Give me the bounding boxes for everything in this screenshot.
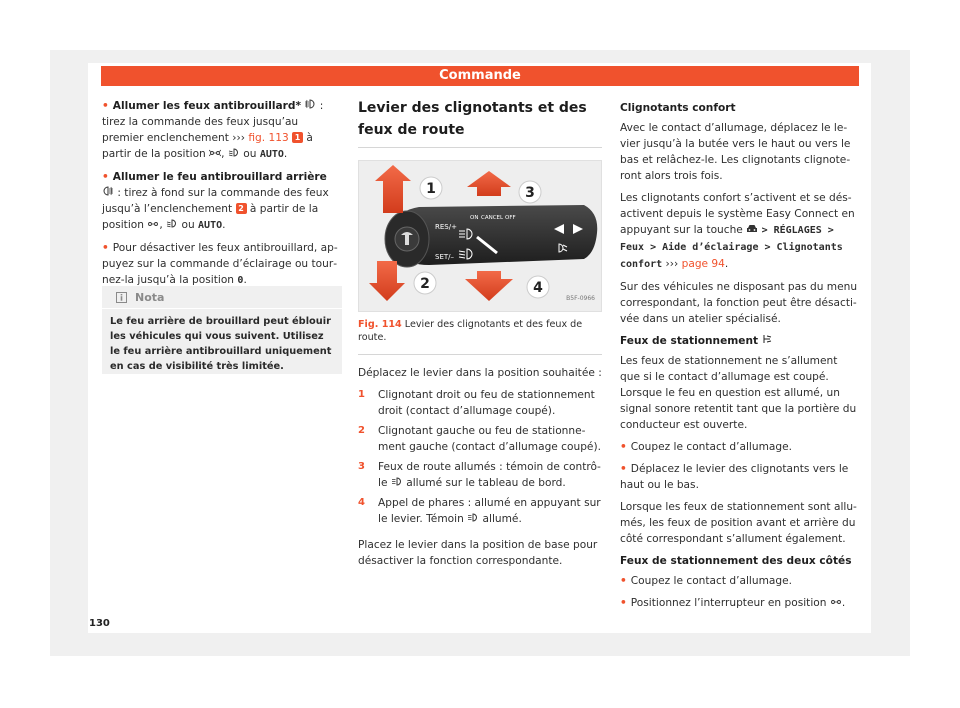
bullet-icon: •: [620, 463, 627, 475]
callout-2: 2: [420, 276, 430, 292]
info-icon: [116, 292, 127, 303]
item-number: 4: [358, 497, 365, 508]
fog-light-icon: [304, 99, 316, 109]
bullet-text: Coupez le contact d’allumage.: [630, 575, 792, 587]
fog-lights-text-a: : tirez la commande des feux jusqu’au premier enclenchement ›››: [102, 100, 324, 144]
section-title: Levier des clignotants et des feux de route: [358, 97, 602, 148]
item-number: 3: [358, 461, 365, 472]
lever-outro: Placez le levier dans la position de base pour désactiver la fonction correspondante.: [358, 539, 598, 567]
position-lights-icon: [147, 220, 159, 228]
both-sides-bullet-1: [620, 573, 860, 589]
arrow-up-left: [375, 165, 411, 213]
heading-comfort-signals: Clignotants confort: [620, 102, 736, 114]
list-item: [358, 459, 602, 491]
header-title: Commande: [439, 68, 521, 83]
bullet-icon: •: [620, 575, 627, 587]
figure-114: [358, 160, 602, 312]
list-item: [358, 387, 602, 419]
high-beam-icon: [391, 477, 403, 486]
label-off: OFF: [505, 215, 516, 221]
both-sides-bullet-2: • Positionnez l’interrupteur en position .: [620, 597, 846, 609]
column-right: [620, 98, 860, 617]
paragraph-rear-fog: • Allumer le feu antibrouillard arrière : tirez à fond sur la commande des feux jusqu’à l’enclenchement 2 à partir de la position , ou AUTO.: [102, 171, 329, 231]
label-cancel: CANCEL: [481, 215, 504, 221]
heading-parking-both-sides: Feux de stationnement des deux côtés: [620, 555, 852, 567]
parking-paragraph: Les feux de stationnement ne s’allument que si le contact d’allumage est coupé. Lorsque le feu en question est allumé, un signal sonore retentit tant que la portière du conducteur est ouverte.: [620, 355, 857, 431]
note-body: Le feu arrière de brouillard peut éblouir les véhicules qui vous suivent. Utilisez le feu arrière antibrouillard uniquement en cas de visibilité très limitée.: [110, 316, 332, 372]
bullet-icon: •: [102, 100, 109, 112]
callout-1: 1: [426, 181, 436, 197]
parking-heading-text: Feux de stationnement: [620, 335, 759, 347]
rear-fog-icon: [102, 186, 114, 196]
fog-lights-text-b: à partir de la position: [102, 132, 313, 160]
bullet-icon: •: [620, 441, 627, 453]
column-left: [102, 98, 342, 295]
rear-fog-text-c: ou: [178, 219, 199, 231]
comfort-end: .: [724, 258, 729, 270]
parking-light-icon: [762, 334, 773, 344]
item-text: Clignotant droit ou feu de stationnement droit (contact d’allumage coupé).: [378, 389, 595, 417]
deactivate-text: Pour désactiver les feux antibrouillard, appuyez sur la commande d’éclairage ou tournez-la jusqu’à la position: [102, 242, 338, 286]
note-box: [102, 286, 342, 374]
auto-label: AUTO: [198, 220, 223, 231]
arrow-down-left: [369, 261, 405, 301]
fog-lights-text-c: ou: [239, 148, 260, 160]
caption-number: Fig. 114: [358, 319, 402, 330]
item-text: Clignotant gauche ou feu de stationnement gauche (contact d’allumage coupé).: [378, 425, 601, 453]
parking-bullet-2: [620, 461, 860, 493]
fog-lights-end: .: [283, 148, 288, 160]
low-beam-icon: [166, 219, 178, 228]
bullet-text: Positionnez l’interrupteur en position: [630, 597, 830, 609]
parking-bullet-1: [620, 439, 860, 455]
rear-fog-title: Allumer le feu antibrouillard arrière: [112, 171, 327, 183]
position-lights-icon: [209, 149, 221, 157]
label-set: SET/–: [435, 253, 455, 261]
position-lights-icon: [830, 598, 842, 606]
item-text-a: Feux de route allumés : témoin de contrôle: [378, 461, 601, 489]
bullet-icon: •: [620, 597, 627, 609]
list-item: [358, 423, 602, 455]
rear-fog-text-a: : tirez à fond sur la commande des feux jusqu’à l’enclenchement: [102, 187, 329, 215]
deactivate-end: .: [243, 274, 247, 286]
bullet-text: Déplacez le levier des clignotants vers le haut ou le bas.: [620, 463, 849, 491]
auto-label: AUTO: [259, 149, 284, 160]
heading-parking-lights: [620, 333, 860, 349]
note-title: Nota: [135, 290, 165, 304]
item-text-b: allumé sur le tableau de bord.: [402, 477, 566, 489]
low-beam-icon: [228, 148, 240, 157]
comfort-paragraph-1: Avec le contact d’allumage, déplacez le levier jusqu’à la butée vers le haut ou vers le bas et relâchez-le. Les clignotants clignoteront alors trois fois.: [620, 122, 851, 182]
callout-number-2: 2: [236, 203, 247, 214]
callout-4: 4: [533, 280, 543, 296]
position-zero-label: 0: [237, 275, 244, 286]
bullet-icon: •: [102, 242, 109, 254]
item-text: [378, 459, 602, 491]
bullet-text: Coupez le contact d’allumage.: [630, 441, 792, 453]
column-middle: [358, 97, 602, 575]
item-text-a: Appel de phares : allumé en appuyant sur le levier. Témoin: [378, 497, 601, 525]
figure-caption: [358, 318, 602, 355]
callout-3: 3: [525, 185, 535, 201]
item-number: 1: [358, 389, 365, 400]
paragraph-fog-lights: • Allumer les feux antibrouillard* : tirez la commande des feux jusqu’au premier enclenchement ››› fig. 113 1 à partir de la position , ou AUTO.: [102, 100, 324, 160]
label-res: RES/+: [435, 223, 457, 231]
menu-path: > RÉGLAGES > Feux > Aide d’éclairage > Clignotants confort: [620, 225, 843, 270]
figure-tag: B5F-0966: [566, 295, 595, 302]
page-number: 130: [89, 618, 110, 629]
caption-text: Levier des clignotants et des feux de route.: [358, 319, 583, 343]
parking-paragraph-2: Lorsque les feux de stationnement sont allumés, les feux de position avant et arrière du côté correspondant s’allument également.: [620, 501, 857, 545]
comfort-paragraph-3: Sur des véhicules ne disposant pas du menu correspondant, la fonction peut être désactivée dans un atelier spécialisé.: [620, 281, 858, 325]
fog-lights-title: Allumer les feux antibrouillard*: [112, 100, 301, 112]
arrow-up-flash: [467, 171, 511, 196]
high-beam-icon: [467, 513, 479, 522]
arrow-down-high-beam: [465, 271, 513, 301]
comfort-text-a: Les clignotants confort s’activent et se désactivent depuis le système Easy Connect en appuyant sur la touche: [620, 192, 855, 236]
paragraph-deactivate: [102, 240, 342, 289]
callout-number-1: 1: [292, 132, 303, 143]
bullet-icon: •: [102, 171, 109, 183]
car-menu-icon: [746, 224, 758, 233]
comfort-paragraph-2: [620, 190, 860, 273]
rear-fog-end: .: [222, 219, 226, 231]
page-ref-link[interactable]: page 94: [681, 258, 725, 270]
note-header: [102, 286, 342, 309]
figure-ref-link[interactable]: fig. 113: [248, 132, 289, 144]
item-number: 2: [358, 425, 365, 436]
item-text: [378, 495, 602, 527]
lever-intro: Déplacez le levier dans la position souhaitée :: [358, 367, 602, 379]
item-text-b: allumé.: [479, 513, 522, 525]
turn-signal-lever-illustration: [359, 161, 601, 311]
label-on: ON: [470, 215, 479, 221]
comfort-text-b: ›››: [662, 258, 682, 270]
rear-fog-text-b: à partir de la position: [102, 203, 319, 231]
list-item: [358, 495, 602, 527]
header-bar: [101, 66, 859, 86]
